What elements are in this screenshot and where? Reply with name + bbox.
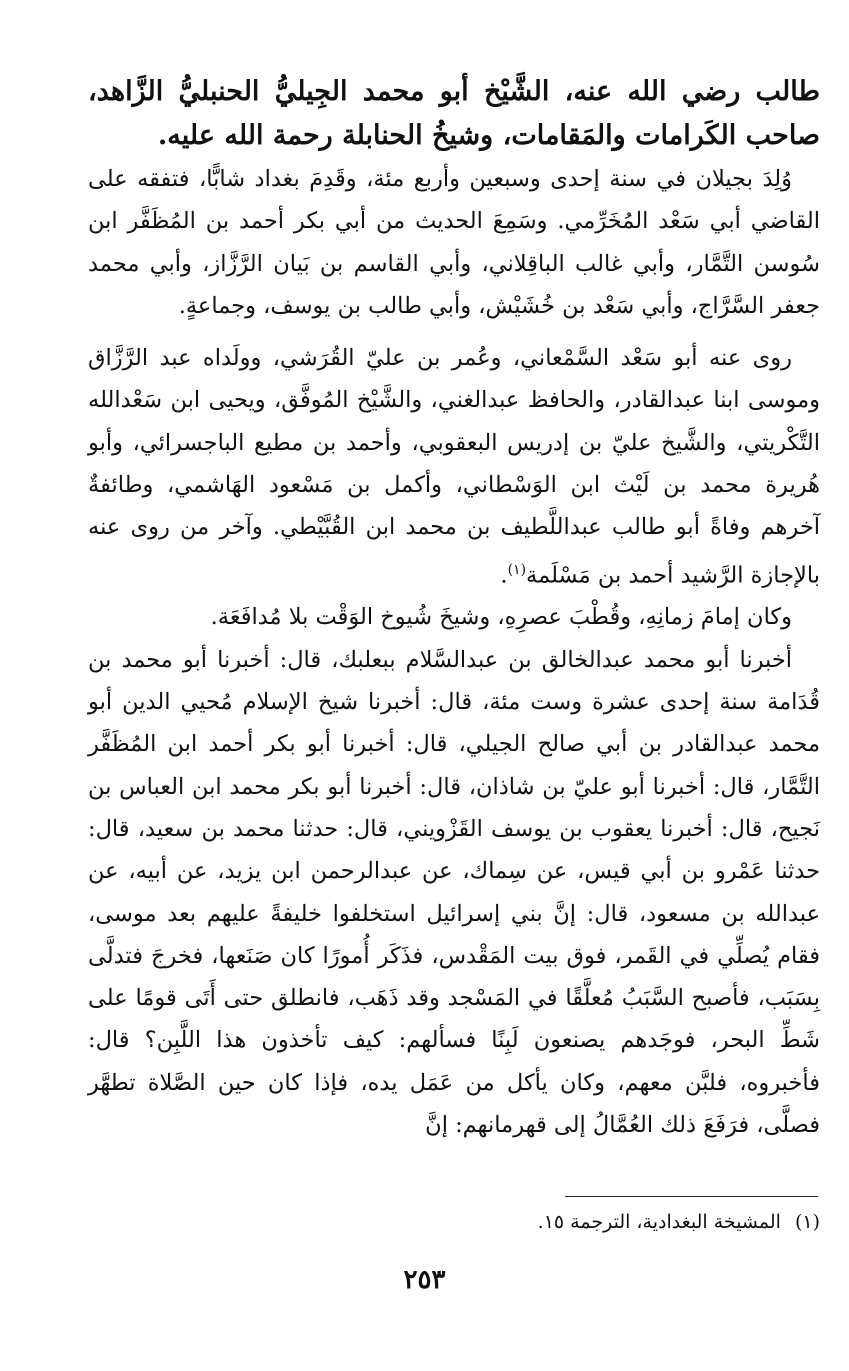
paragraph-hadith: أخبرنا أبو محمد عبدالخالق بن عبدالسَّلام ببعلبك، قال: أخبرنا أبو محمد بن قُدَامة سنة إحدى عشرة وست مئة، قال: أخبرنا شيخ الإسلام مُحيي الدين أبو محمد عبدالقادر بن أبي صالح الجيلي، قال: أخبرنا أبو بكر أحمد ابن المُظَفَّر التَّمَّار، قال: أخبرنا أبو عليّ بن شاذان، قال: أخبرنا أبو بكر محمد ابن العباس بن نَجيح، قال: أخبرنا يعقوب بن يوسف القَزْويني، قال: حدثنا محمد بن سعيد، قال: حدثنا عَمْرو بن أبي قيس، عن سِماك، عن عبدالرحمن ابن يزيد، عن أبيه، عن عبدالله بن مسعود، قال: إنَّ بني إسرائيل استخلفوا خليفةً عليهم بعد موسى، فقام يُصلِّي في القَمر، فوق بيت المَقْدس، فذَكَر أُمورًا كان صَنَعها، فخرجَ فتدلَّى بِسَبَب، فأصبح السَّبَبُ مُعلَّقًا في المَسْجد وقد ذَهَب، فانطلق حتى أَتَى قومًا على شَطِّ البحر، فوجَدهم يصنعون لَبِنًا فسألهم: كيف تأخذون هذا اللَّبِن؟ قال: فأخبروه، فلبَّن معهم، وكان يأكل من عَمَل يده، فإذا كان حين الصَّلاة تطهَّر فصلَّى، فرَفَعَ ذلك العُمَّالُ إلى قهرمانهم: إنَّ	[88, 646, 820, 1139]
paragraph-narrators	[88, 337, 820, 596]
paragraph-status: وكان إمامَ زمانِهِ، وقُطْبَ عصرِهِ، وشيخَ شُيوخ الوَقْت بلا مُدافَعَة.	[210, 604, 792, 631]
footnote	[88, 1211, 820, 1233]
page-number: ٢٥٣	[403, 1265, 446, 1295]
entry-heading: طالب رضي الله عنه، الشَّيْخ أبو محمد الجِيليُّ الحنبليُّ الزَّاهد، صاحب الكَرامات والمَقامات، وشيخُ الحنابلة رحمة الله عليه.	[88, 76, 820, 151]
narrators-text: روى عنه أبو سَعْد السَّمْعاني، وعُمر بن عليّ القُرَشي، وولَداه عبد الرَّزَّاق وموسى ابنا عبدالقادر، والحافظ عبدالغني، والشَّيْخ المُوفَّق، ويحيى ابن سَعْدالله التَّكْريتي، والشَّيخ عليّ بن إدريس البعقوبي، وأحمد بن مطيع الباجسرائي، وأبو هُريرة محمد بن لَيْث ابن الوَسْطاني، وأكمل بن مَسْعود الهَاشمي، وطائفةٌ آخرهم وفاةً أبو طالب عبداللَّطيف بن محمد ابن القُبَّيْطي.	[88, 345, 820, 541]
paragraph-gap	[88, 327, 820, 337]
footnote-text: المشيخة البغدادية، الترجمة ١٥.	[537, 1211, 781, 1233]
footnote-number: (١)	[794, 1211, 820, 1233]
last-narrator-text: وآخر من روى عنه بالإجازة الرَّشيد أحمد بن مَسْلَمة	[88, 514, 820, 589]
page-body	[88, 70, 820, 1146]
footnote-divider	[565, 1196, 818, 1197]
paragraph-birth: وُلِدَ بجيلان في سنة إحدى وسبعين وأربع مئة، وقَدِمَ بغداد شابًّا، فتفقه على القاضي أبي سَعْد المُخَرِّمي. وسَمِعَ الحديث من أبي بكر أحمد بن المُظَفَّر ابن سُوسن التَّمَّار، وأبي غالب الباقِلاني، وأبي القاسم بن بَيان الرَّزَّاز، وأبي محمد جعفر السَّرَّاج، وأبي سَعْد بن خُشَيْش، وأبي طالب بن يوسف، وجماعةٍ.	[88, 166, 820, 319]
last-narrator-end: .	[500, 562, 508, 589]
footnote-marker[interactable]: (١)	[507, 561, 527, 578]
